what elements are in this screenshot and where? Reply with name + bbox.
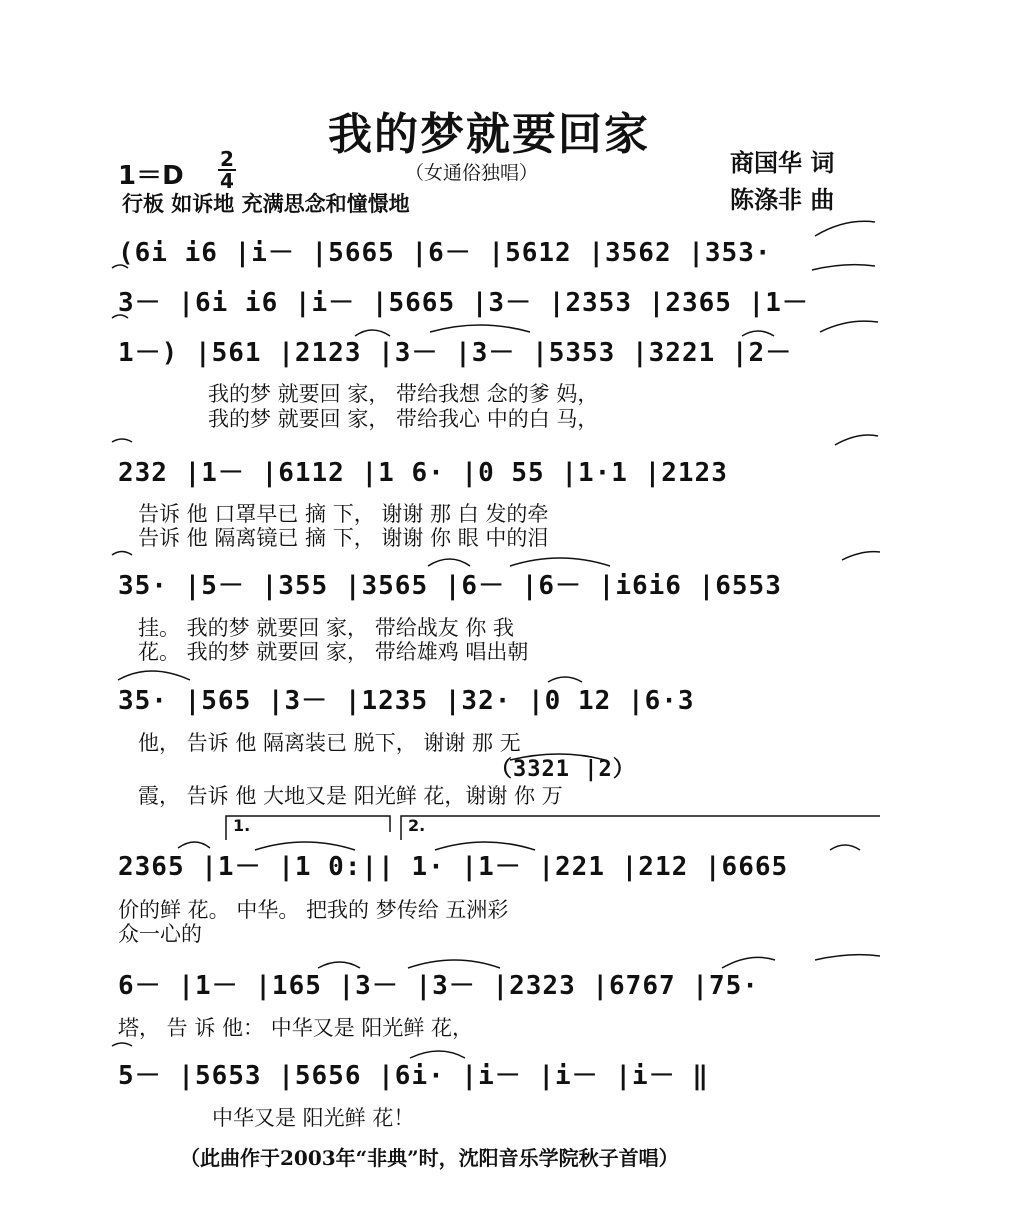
- tie-arc: [820, 321, 878, 332]
- lyrics-row-9: 中华又是 阳光鲜 花！: [212, 1106, 415, 1130]
- time-numerator: 2: [220, 147, 234, 171]
- lyrics-row-5-verse-2: 花。 我的梦 就要回 家， 带给雄鸡 唱出朝: [138, 640, 529, 664]
- lyrics-row-8: 塔， 告 诉 他： 中华又是 阳光鲜 花，: [118, 1016, 474, 1040]
- tie-arc: [112, 439, 132, 442]
- tie-arc: [112, 552, 132, 556]
- tie-arc: [812, 265, 875, 270]
- notation-row-6: 35· |565 |3－ |1235 |32· |0 12 |6·3: [118, 686, 695, 716]
- notation-row-3: 1－) |561 |2123 |3－ |3－ |5353 |3221 |2－: [118, 338, 793, 368]
- notation-row-2: 3－ |6i i6 |i－ |5665 |3－ |2353 |2365 |1－: [118, 288, 809, 318]
- time-signature: [218, 147, 236, 193]
- volta-2-label: 2.: [408, 816, 426, 835]
- lyrics-row-5-verse-1: 挂。 我的梦 就要回 家， 带给战友 你 我: [138, 616, 515, 640]
- notation-row-4: 232 |1－ |6112 |1 6· |0 55 |1·1 |2123: [118, 458, 728, 488]
- notation-row-1: (6i i6 |i－ |5665 |6－ |5612 |3562 |353·: [118, 238, 772, 268]
- tie-arc: [118, 671, 190, 680]
- lyrics-row-3-verse-2: 我的梦 就要回 家， 带给我心 中的白 马，: [208, 407, 599, 431]
- lyrics-row-7-verse-2: 众一心的: [118, 922, 202, 946]
- volta-1-label: 1.: [233, 816, 251, 835]
- song-title: 我的梦就要回家: [328, 109, 650, 160]
- tie-arc: [815, 221, 875, 236]
- volta-bracket-2: [401, 816, 880, 840]
- tie-arc: [430, 325, 530, 332]
- alternate-notes: （3321 |2）: [490, 757, 636, 782]
- tie-arc: [842, 552, 880, 560]
- tie-arc: [815, 955, 880, 960]
- tie-arc: [112, 1043, 132, 1046]
- time-denominator: 4: [220, 169, 234, 193]
- lyricist-credit: 商国华 词: [730, 149, 835, 177]
- volta-bracket-1: [226, 816, 390, 840]
- lyrics-row-6-verse-2: 霞， 告诉 他 大地又是 阳光鲜 花，谢谢 你 万: [138, 784, 563, 808]
- lyrics-row-7-verse-1: 价的鲜 花。 中华。 把我的 梦传给 五洲彩: [118, 898, 509, 922]
- key-signature: 1＝D: [118, 161, 184, 191]
- lyrics-row-6-verse-1: 他， 告诉 他 隔离装已 脱下， 谢谢 那 无: [138, 731, 521, 755]
- notation-row-5: 35· |5－ |355 |3565 |6－ |6－ |i6i6 |6553: [118, 571, 782, 601]
- composer-credit: 陈涤非 曲: [730, 186, 835, 214]
- notation-row-7: 2365 |1－ |1 0:|| 1· |1－ |221 |212 |6665: [118, 852, 789, 882]
- tempo-marking: 行板 如诉地 充满思念和憧憬地: [122, 192, 410, 216]
- composition-note: （此曲作于2003年“非典”时，沈阳音乐学院秋子首唱）: [180, 1146, 679, 1170]
- tie-arc: [835, 435, 878, 445]
- tie-arc: [830, 845, 860, 850]
- notation-row-9: 5－ |5653 |5656 |6i· |i－ |i－ |i－ ‖: [118, 1061, 709, 1091]
- lyrics-row-3-verse-1: 我的梦 就要回 家， 带给我想 念的爹 妈，: [208, 382, 599, 406]
- performance-note: （女通俗独唱）: [405, 162, 539, 184]
- lyrics-row-4-verse-2: 告诉 他 隔离镜已 摘 下， 谢谢 你 眼 中的泪: [138, 526, 549, 550]
- notation-row-8: 6－ |1－ |165 |3－ |3－ |2323 |6767 |75·: [118, 971, 759, 1001]
- lyrics-row-4-verse-1: 告诉 他 口罩早已 摘 下， 谢谢 那 白 发的牵: [138, 502, 549, 526]
